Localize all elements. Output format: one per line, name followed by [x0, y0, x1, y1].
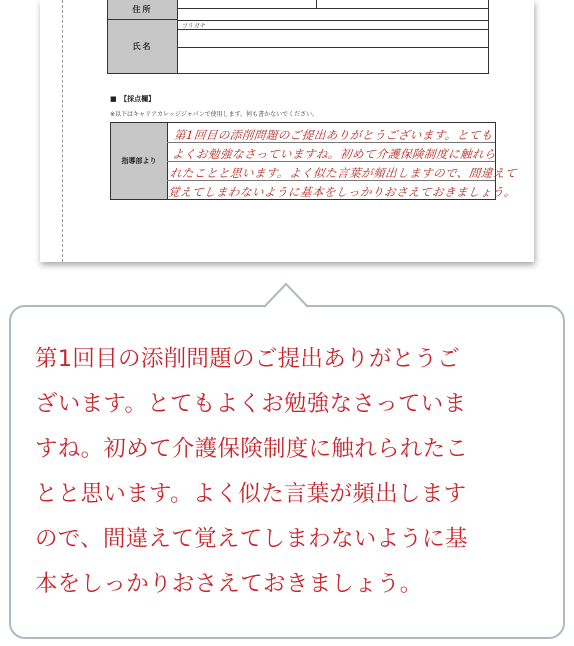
score-section-note: ※以下はキャリアカレッジジャパンで使用します。何も書かないでください。: [110, 111, 319, 118]
furigana-label: フリガナ: [182, 23, 206, 30]
transcribed-line: 第1回目の添削問題のご提出ありがとうご: [35, 346, 461, 372]
speech-bubble-tail: [264, 283, 308, 309]
address-divider: [316, 0, 317, 8]
transcribed-line: 本をしっかりおさえておきましょう。: [35, 571, 423, 597]
transcribed-line: ので、間違えて覚えてしまわないように基: [35, 526, 468, 552]
transcribed-line: すね。初めて介護保険制度に触れられたこ: [35, 436, 469, 462]
address-label: 住所: [108, 0, 178, 20]
furigana-rule: [178, 29, 488, 30]
transcribed-line: ざいます。とてもよくお勉強なさっていま: [35, 391, 467, 417]
instructor-label: 指導部より: [111, 123, 168, 199]
fold-dashed-line: [62, 0, 63, 262]
name-field-rule-top: [178, 20, 488, 21]
transcription-speech-bubble: [9, 305, 565, 639]
student-info-table: [107, 0, 489, 74]
handwritten-line: 第1回目の添削問題のご提出ありがとうございます。とても: [173, 128, 494, 142]
score-section-heading: ■ 【採点欄】: [110, 95, 156, 103]
handwritten-line: れたことと思います。よく似た言葉が頻出しますので、間違えて: [169, 166, 518, 180]
name-field-rule-middle: [178, 47, 488, 48]
transcribed-line: とと思います。よく似た言葉が頻出します: [35, 481, 467, 507]
instructor-comment-box: [110, 122, 518, 200]
handwritten-line: 覚えてしまわないように基本をしっかりおさえておきましょう。: [167, 185, 517, 199]
name-label: 氏名: [108, 20, 178, 73]
address-field-rule: [178, 8, 488, 9]
handwritten-line: よくお勉強なさっていますね。初めて介護保険制度に触れら: [171, 147, 497, 161]
handwritten-comment: [167, 126, 518, 202]
transcribed-comment: [35, 337, 545, 607]
